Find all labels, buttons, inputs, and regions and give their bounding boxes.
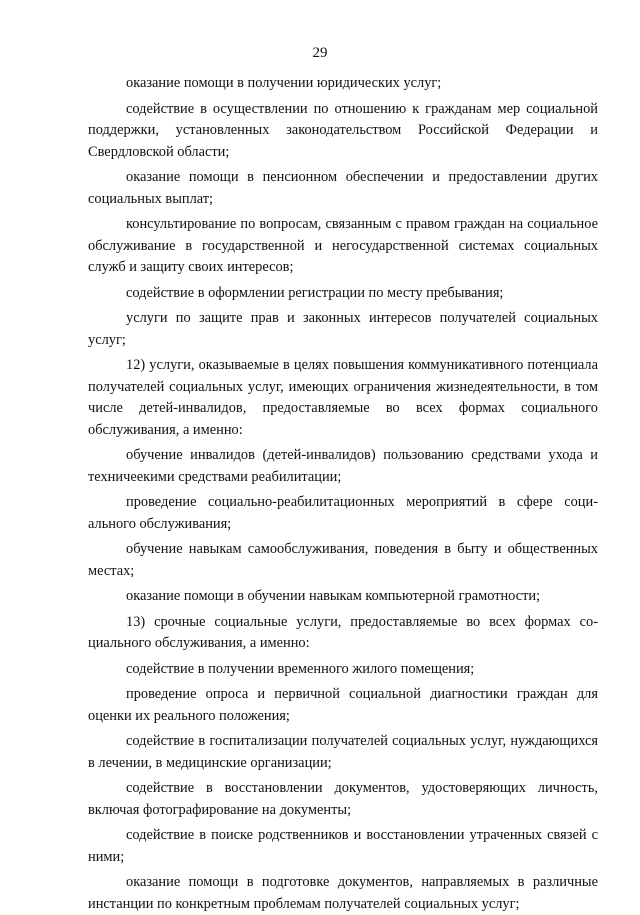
document-body [88, 73, 598, 915]
paragraph: содействие в поиске родственников и восстановлении утраченных связей с ними; [88, 827, 598, 865]
paragraph: содействие в осуществлении по отношению к гражданам мер социальной поддержки, установленных законодательством Российской Федерации и Свердловской области; [88, 100, 598, 160]
paragraph: оказание помощи в подготовке документов, направляемых в различные инстанции по конкретным проблемам получателей социальных услуг; [88, 874, 598, 912]
numbered-item: 13) срочные социальные услуги, предоставляемые во всех формах социального обслуживания, а именно: [88, 613, 598, 651]
paragraph: оказание помощи в пенсионном обеспечении и предоставлении других социальных выплат; [88, 169, 598, 207]
paragraph: обучение навыкам самообслуживания, поведения в быту и общественных местах; [88, 541, 598, 579]
paragraph: консультирование по вопросам, связанным с правом граждан на социальное обслуживание в государственной и негосударственной системах социальных служб и защиту своих интересов; [88, 216, 598, 275]
paragraph: содействие в госпитализации получателей социальных услуг, нуждающихся в лечении, в медицинские организации; [88, 733, 598, 771]
paragraph: проведение социально-реабилитационных мероприятий в сфере социального обслуживания; [88, 494, 598, 532]
paragraph: услуги по защите прав и законных интересов получателей социальных услуг; [88, 310, 598, 348]
paragraph: содействие в получении временного жилого помещения; [126, 660, 475, 677]
paragraph: содействие в восстановлении документов, удостоверяющих личность, включая фотографирование на документы; [88, 780, 598, 818]
paragraph: проведение опроса и первичной социальной диагностики граждан для оценки их реального положения; [88, 686, 598, 724]
numbered-item: 12) услуги, оказываемые в целях повышения коммуникативного потенциала получателей социальных услуг, имеющих ограничения жизнедеятельности, в том числе детей-инвалидов, предоставляемые во всех формах социального обслуживания, а именно: [88, 357, 598, 438]
paragraph: оказание помощи в получении юридических услуг; [126, 75, 442, 91]
paragraph: содействие в оформлении регистрации по месту пребывания; [126, 284, 504, 301]
paragraph: оказание помощи в обучении навыкам компьютерной грамотности; [126, 588, 541, 604]
paragraph: обучение инвалидов (детей-инвалидов) пользованию средствами ухода и техничеекими средствами реабилитации; [88, 447, 598, 485]
page-number: 29 [312, 45, 328, 61]
